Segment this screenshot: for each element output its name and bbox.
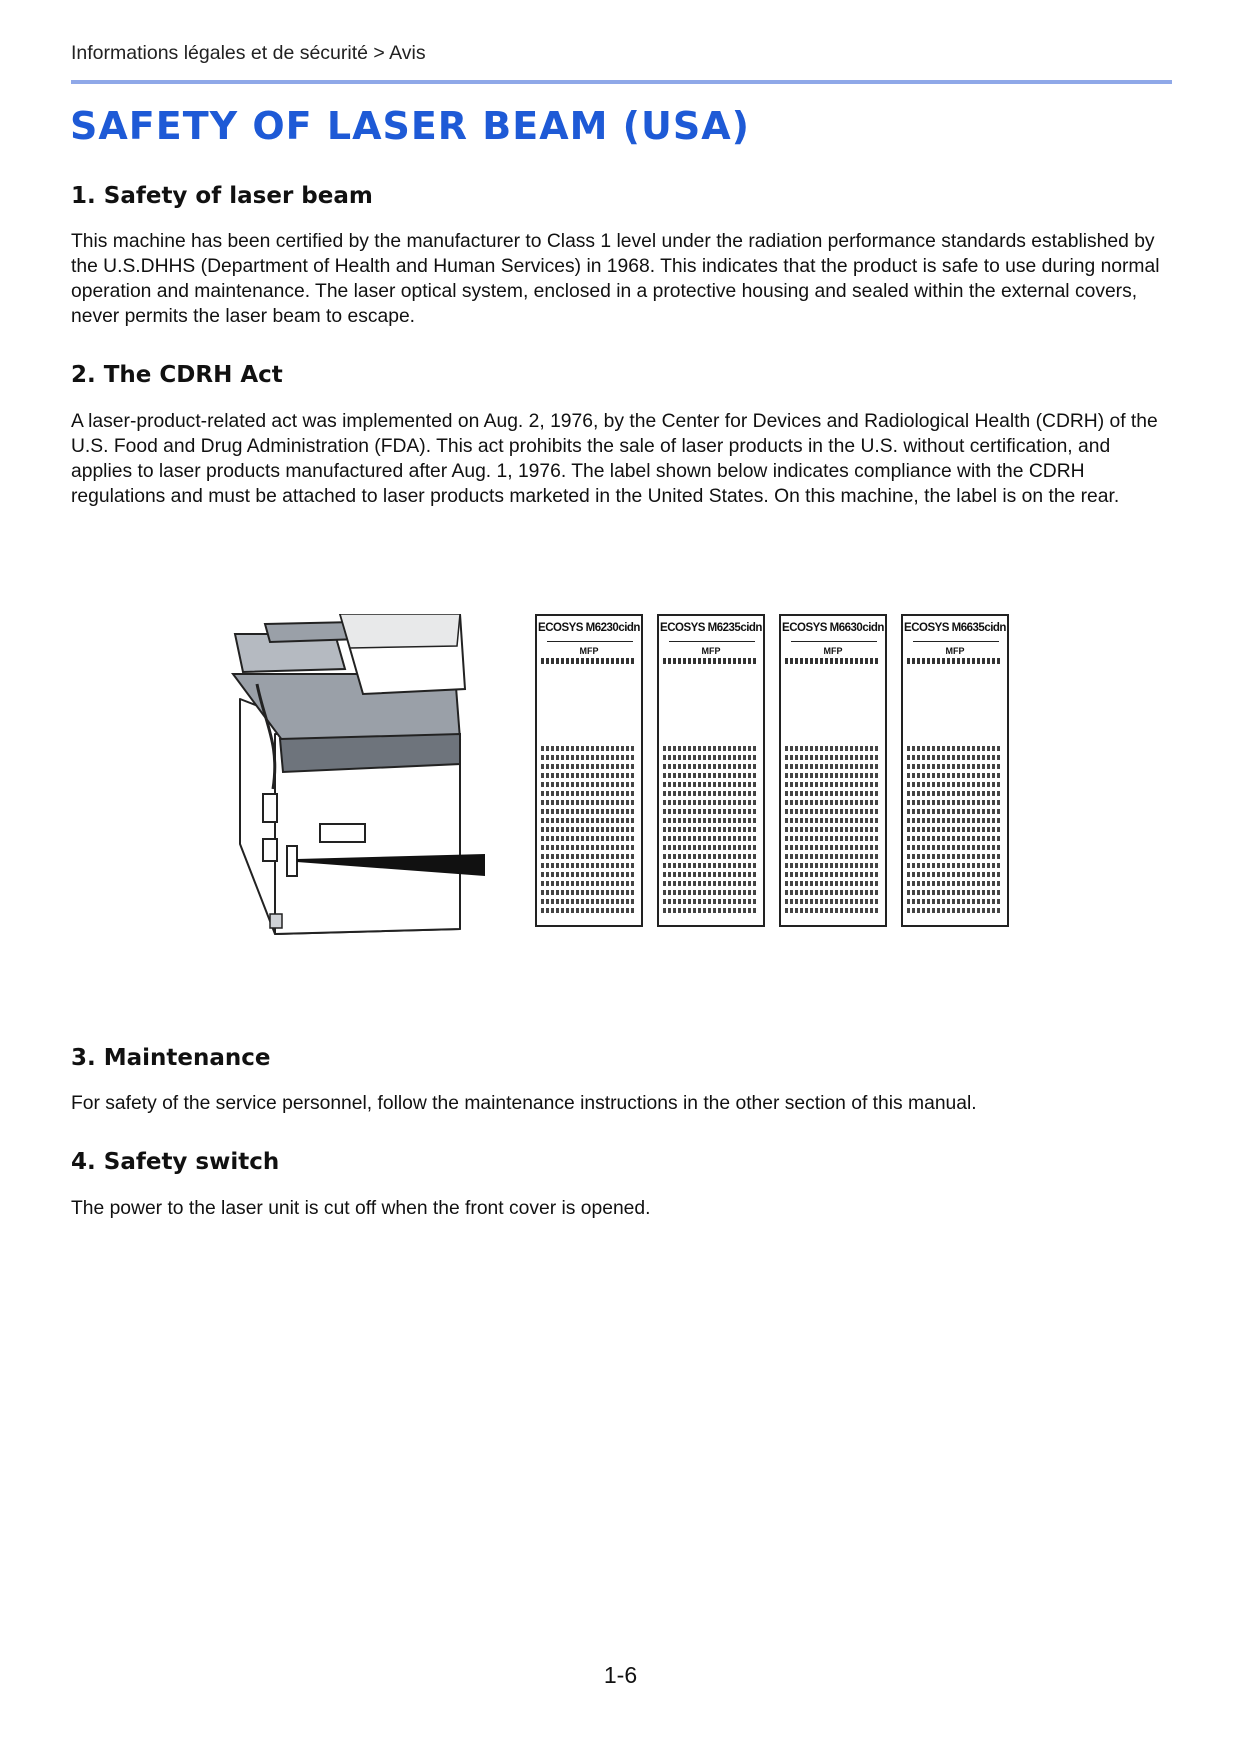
breadcrumb: Informations légales et de sécurité > Avis bbox=[71, 42, 426, 64]
label-model-name: ECOSYS M6230cidn bbox=[538, 622, 640, 634]
printer-label-figure bbox=[225, 614, 1015, 959]
label-type: MFP bbox=[579, 646, 599, 656]
header-divider bbox=[71, 80, 1172, 84]
page-number: 1-6 bbox=[603, 1662, 638, 1688]
label-type: MFP bbox=[945, 646, 965, 656]
section-heading-laser-safety: 1. Safety of laser beam bbox=[71, 183, 373, 209]
label-model-name: ECOSYS M6630cidn bbox=[782, 622, 884, 634]
section-text-laser-safety: This machine has been certified by the manufacturer to Class 1 level under the radiation performance standards established by the U.S.DHHS (Department of Health and Human Services) in 1968. This indicates that the product is safe to use during normal operation and maintenance. The laser optical system, enclosed in a protective housing and sealed within the external covers, never permits the laser beam to escape. bbox=[71, 231, 1160, 327]
label-type: MFP bbox=[823, 646, 843, 656]
label-type: MFP bbox=[701, 646, 721, 656]
section-text-safety-switch: The power to the laser unit is cut off when the front cover is opened. bbox=[71, 1198, 651, 1219]
label-location-marker bbox=[287, 846, 297, 876]
label-model-name: ECOSYS M6235cidn bbox=[660, 622, 762, 634]
section-text-cdrh-act: A laser-product-related act was implemented on Aug. 2, 1976, by the Center for Devices and Radiological Health (CDRH) of the U.S. Food and Drug Administration (FDA). This act prohibits the sale of laser products in the U.S. without certification, and applies to laser products manufactured after Aug. 1, 1976. The label shown below indicates compliance with the CDRH regulations and must be attached to laser products marketed in the United States. On this machine, the label is on the rear. bbox=[71, 411, 1158, 507]
section-heading-safety-switch: 4. Safety switch bbox=[71, 1149, 280, 1175]
section-heading-maintenance: 3. Maintenance bbox=[71, 1045, 271, 1071]
section-text-maintenance: For safety of the service personnel, follow the maintenance instructions in the other section of this manual. bbox=[71, 1093, 977, 1114]
section-heading-cdrh-act: 2. The CDRH Act bbox=[71, 362, 283, 388]
page-title: SAFETY OF LASER BEAM (USA) bbox=[70, 104, 751, 148]
label-model-name: ECOSYS M6635cidn bbox=[904, 622, 1006, 634]
